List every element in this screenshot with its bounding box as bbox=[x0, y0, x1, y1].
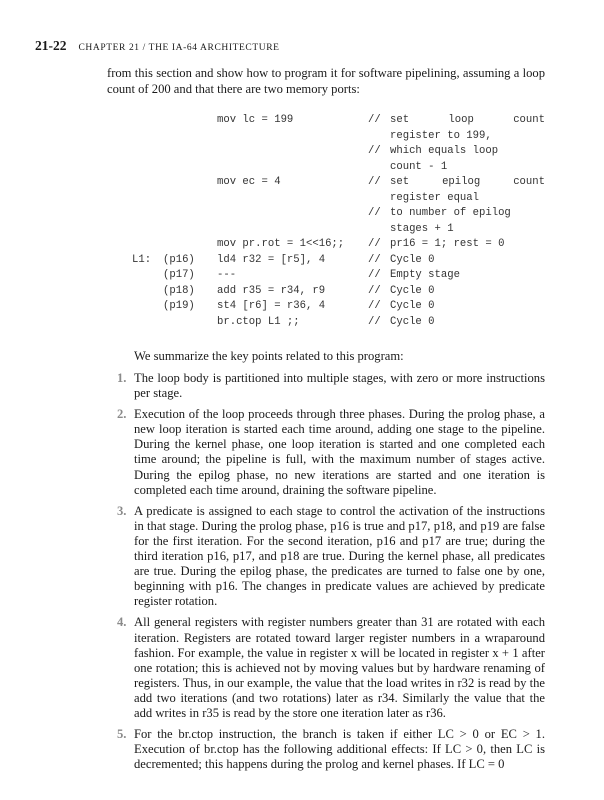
item-text: Execution of the loop proceeds through three phases. During the prolog phase, a new loop iteration is started each time around, adding one stage to the pipeline. During the kernel phase, one loop iteration is started and one completed each time around; the pipeline is full, with the maximum number of stages active. During the epilog phase, no new iterations are started and one iteration is completed each time around, draining the software pipeline. bbox=[134, 407, 545, 497]
chapter-title: CHAPTER 21 / THE IA-64 ARCHITECTURE bbox=[78, 43, 280, 53]
comment-text: epilog bbox=[442, 176, 481, 188]
comment-marker: // bbox=[368, 176, 381, 188]
item-number: 5. bbox=[117, 727, 127, 742]
code-comment bbox=[390, 299, 545, 315]
code-predicate: (p17) bbox=[163, 269, 195, 281]
comment-text: pr16 = 1; rest = 0 bbox=[390, 238, 505, 250]
item-text: For the br.ctop instruction, the branch is taken if either LC > 0 or EC > 1. Execution of br.ctop has the following additional effects: If LC > 0, then LC is decremented; this happens during the prolog and kernel phases. If LC = 0 bbox=[134, 727, 545, 772]
list-item bbox=[117, 504, 545, 610]
comment-marker: // bbox=[368, 253, 381, 266]
code-predicate: (p18) bbox=[163, 284, 195, 297]
code-comment bbox=[390, 268, 545, 284]
code-line bbox=[100, 284, 560, 300]
comment-text: Empty stage bbox=[390, 269, 460, 281]
code-comment bbox=[390, 237, 545, 253]
intro-paragraph: from this section and show how to program it for software pipelining, assuming a loop count of 200 and that there are two memory ports: bbox=[107, 66, 545, 96]
comment-text: set bbox=[390, 114, 410, 126]
comment-text: stages + 1 bbox=[390, 222, 454, 235]
code-line bbox=[100, 144, 560, 160]
page-header bbox=[35, 37, 280, 55]
comment-marker: // bbox=[368, 284, 381, 297]
comment-marker: // bbox=[368, 238, 381, 250]
code-instruction: st4 [r6] = r36, 4 bbox=[217, 300, 326, 312]
list-item bbox=[117, 371, 545, 401]
code-comment bbox=[390, 206, 545, 222]
code-comment bbox=[390, 191, 545, 207]
comment-text: count bbox=[513, 114, 545, 126]
comment-text: set bbox=[390, 176, 410, 188]
code-instruction: mov pr.rot = 1<<16;; bbox=[217, 238, 345, 250]
list-item bbox=[117, 407, 545, 498]
comment-marker: // bbox=[368, 315, 381, 328]
comment-marker: // bbox=[368, 114, 381, 126]
code-comment bbox=[390, 253, 545, 269]
code-instruction: ld4 r32 = [r5], 4 bbox=[217, 253, 326, 266]
code-line bbox=[100, 315, 560, 331]
item-text: A predicate is assigned to each stage to control the activation of the instructions in that stage. During the prolog phase, p16 is true and p17, p18, and p19 are false for the first iteration. For the second iteration, p16 and p17 are true; during the third iteration p16, p17, and p18 are true. During the kernel phase, all predicates are true. During the epilog phase, the predicates are turned to false one by one, beginning with p16. The changes in predicate values are achieved by predicate register rotation. bbox=[134, 503, 545, 609]
item-number: 4. bbox=[117, 615, 127, 630]
code-line bbox=[100, 175, 560, 191]
code-listing bbox=[100, 113, 560, 330]
comment-marker: // bbox=[368, 145, 381, 157]
comment-text: which equals loop bbox=[390, 145, 499, 157]
code-instruction: br.ctop L1 ;; bbox=[217, 315, 300, 328]
comment-text: Cycle 0 bbox=[390, 253, 435, 266]
code-line bbox=[100, 268, 560, 284]
code-label: L1: bbox=[132, 253, 152, 266]
code-line bbox=[100, 253, 560, 269]
code-line bbox=[100, 237, 560, 253]
code-line bbox=[100, 222, 560, 238]
list-item bbox=[117, 615, 545, 721]
comment-text: Cycle 0 bbox=[390, 315, 435, 328]
code-line bbox=[100, 191, 560, 207]
page-number: 21-22 bbox=[35, 38, 67, 53]
comment-marker: // bbox=[368, 300, 381, 312]
item-number: 1. bbox=[117, 371, 127, 385]
comment-text: count - 1 bbox=[390, 160, 448, 173]
code-predicate: (p19) bbox=[163, 300, 195, 312]
code-comment bbox=[390, 144, 545, 160]
code-instruction: add r35 = r34, r9 bbox=[217, 284, 326, 297]
comment-marker: // bbox=[368, 207, 381, 219]
code-predicate: (p16) bbox=[163, 253, 195, 266]
item-text: All general registers with register numbers greater than 31 are rotated with each iteration. Registers are rotated toward larger register numbers in a wraparound fashion. For example, the value in register x will be located in register x + 1 after one rotation; this is achieved not by moving values but by hardware renaming of registers. Thus, in our example, the value that the load writes in r32 is read by the add two iterations (and two rotations) later as r34. Similarly the value that the add writes in r35 is read by the store one iteration later as r36. bbox=[134, 615, 545, 720]
code-comment bbox=[390, 175, 545, 191]
code-comment bbox=[390, 284, 545, 300]
key-points-list bbox=[117, 371, 545, 778]
comment-text: count bbox=[513, 176, 545, 188]
code-line bbox=[100, 160, 560, 176]
code-comment bbox=[390, 129, 545, 145]
code-line bbox=[100, 113, 560, 129]
comment-text: loop bbox=[448, 114, 474, 126]
code-line bbox=[100, 129, 560, 145]
code-comment bbox=[390, 222, 545, 238]
list-item bbox=[117, 727, 545, 772]
code-line bbox=[100, 299, 560, 315]
code-comment bbox=[390, 315, 545, 331]
code-comment bbox=[390, 160, 545, 176]
code-instruction: mov ec = 4 bbox=[217, 176, 281, 188]
code-instruction: --- bbox=[217, 269, 237, 281]
code-comment bbox=[390, 113, 545, 129]
comment-text: register to 199, bbox=[390, 129, 492, 142]
comment-marker: // bbox=[368, 269, 381, 281]
comment-text: to number of epilog bbox=[390, 207, 511, 219]
summary-intro: We summarize the key points related to this program: bbox=[134, 349, 404, 363]
code-line bbox=[100, 206, 560, 222]
item-number: 3. bbox=[117, 503, 127, 518]
comment-text: register equal bbox=[390, 191, 480, 204]
code-instruction: mov lc = 199 bbox=[217, 114, 294, 126]
item-number: 2. bbox=[117, 407, 127, 422]
comment-text: Cycle 0 bbox=[390, 284, 435, 297]
comment-text: Cycle 0 bbox=[390, 300, 435, 312]
item-text: The loop body is partitioned into multiple stages, with zero or more instructions per stage. bbox=[134, 371, 545, 401]
